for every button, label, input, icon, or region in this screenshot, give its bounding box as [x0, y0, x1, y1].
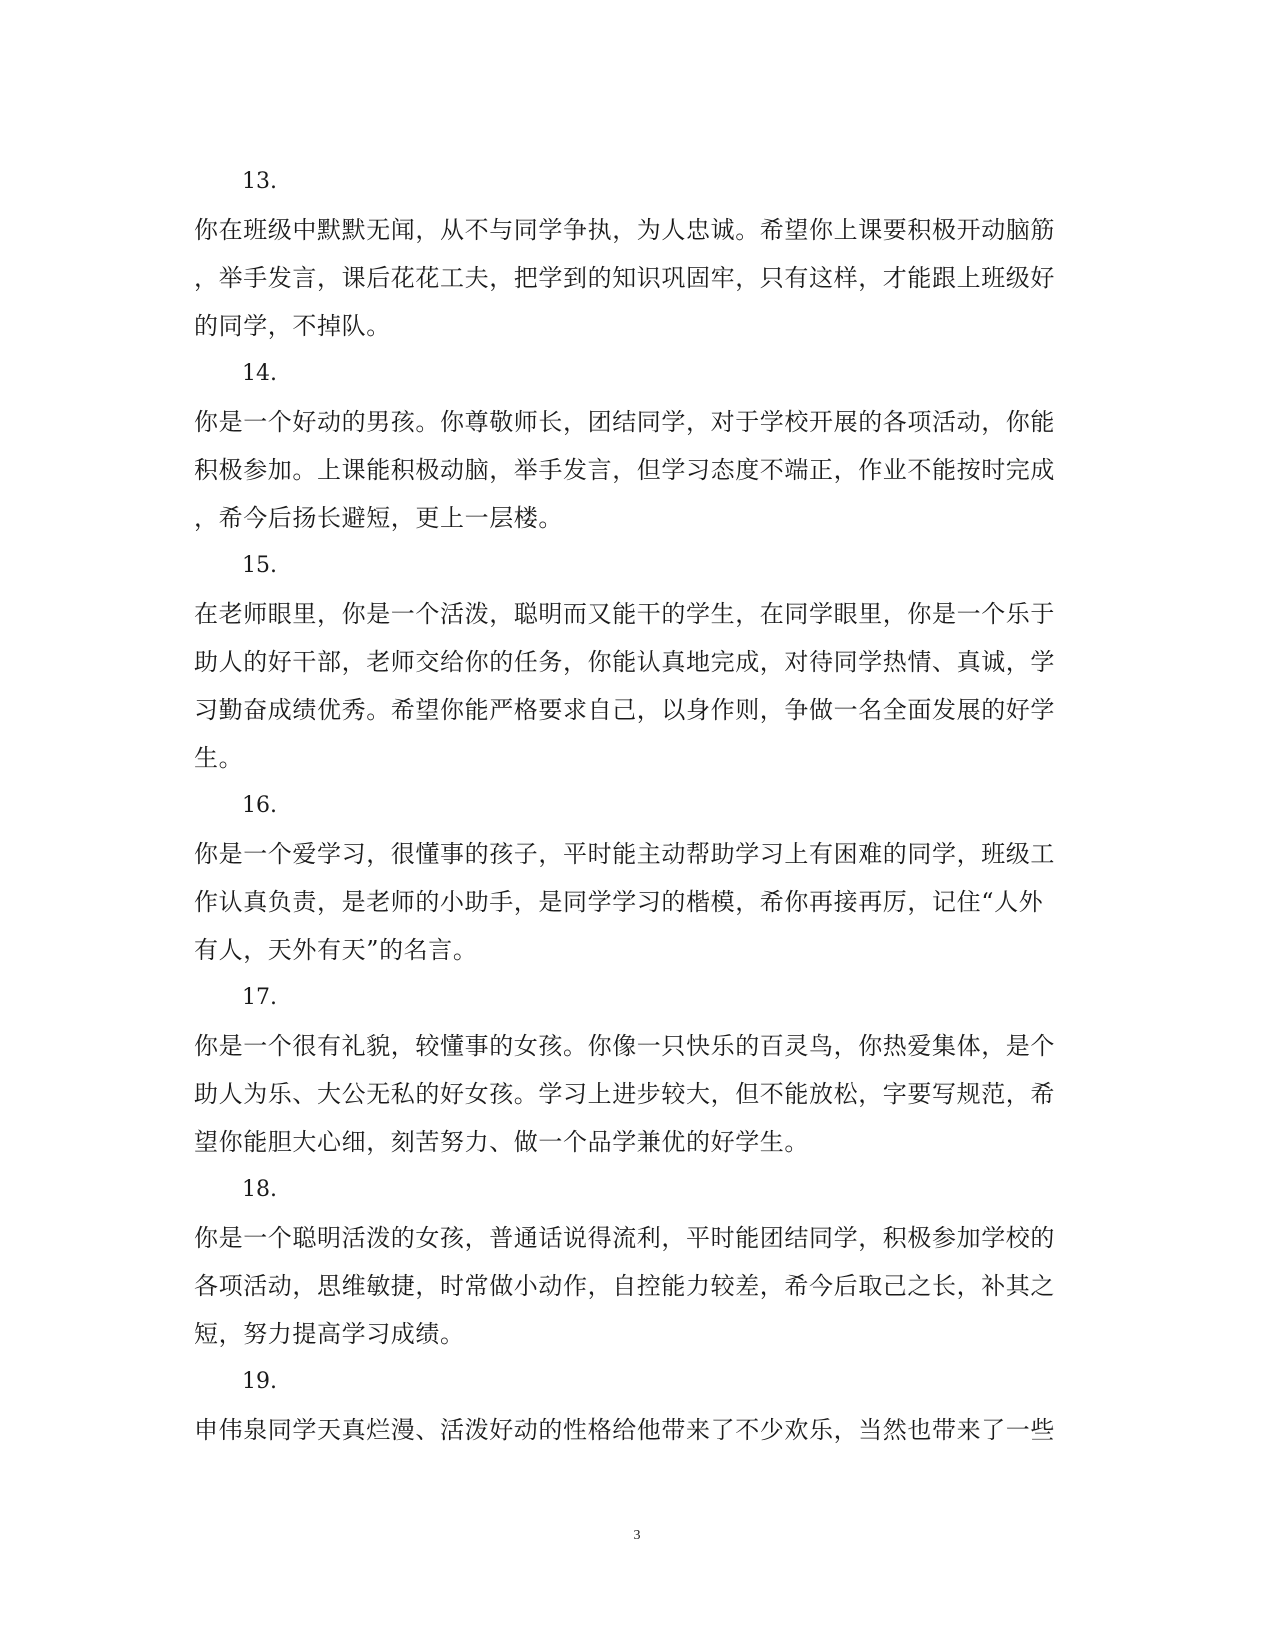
- entry-text-line: ，希今后扬长避短，更上一层楼。: [194, 504, 563, 532]
- comment-entry-13: [194, 158, 1074, 350]
- entry-text-line: 有人，天外有天”的名言。: [194, 936, 478, 964]
- entry-text-line: 习勤奋成绩优秀。希望你能严格要求自己，以身作则，争做一名全面发展的好学: [194, 696, 1055, 724]
- entry-text-line: 短，努力提高学习成绩。: [194, 1320, 465, 1348]
- entry-number: 16.: [242, 793, 277, 818]
- document-body: [194, 158, 1074, 1454]
- entry-number: 19.: [242, 1369, 277, 1394]
- page-number: 3: [633, 1528, 641, 1543]
- comment-entry-15: [194, 542, 1074, 782]
- comment-entry-17: [194, 974, 1074, 1166]
- comment-entry-16: [194, 782, 1074, 974]
- entry-number: 13.: [242, 169, 277, 194]
- entry-text-line: 生。: [194, 744, 244, 772]
- entry-text-line: 作认真负责，是老师的小助手，是同学学习的楷模，希你再接再厉，记住“人外: [194, 888, 1044, 916]
- entry-text-line: 积极参加。上课能积极动脑，举手发言，但学习态度不端正，作业不能按时完成: [194, 456, 1055, 484]
- entry-text-line: 你是一个很有礼貌，较懂事的女孩。你像一只快乐的百灵鸟，你热爱集体，是个: [194, 1032, 1055, 1060]
- entry-number: 14.: [242, 361, 277, 386]
- entry-text-line: 你是一个好动的男孩。你尊敬师长，团结同学，对于学校开展的各项活动，你能: [194, 408, 1055, 436]
- entry-number: 17.: [242, 985, 277, 1010]
- entry-text-line: 你是一个聪明活泼的女孩，普通话说得流利，平时能团结同学，积极参加学校的: [194, 1224, 1055, 1252]
- entry-text-line: 的同学，不掉队。: [194, 312, 391, 340]
- entry-text-line: 望你能胆大心细，刻苦努力、做一个品学兼优的好学生。: [194, 1128, 809, 1156]
- entry-text-line: 各项活动，思维敏捷，时常做小动作，自控能力较差，希今后取己之长，补其之: [194, 1272, 1055, 1300]
- comment-entry-19: [194, 1358, 1074, 1454]
- entry-text-line: 你在班级中默默无闻，从不与同学争执，为人忠诚。希望你上课要积极开动脑筋: [194, 216, 1055, 244]
- entry-number: 15.: [242, 553, 277, 578]
- entry-text-line: ，举手发言，课后花花工夫，把学到的知识巩固牢，只有这样，才能跟上班级好: [194, 264, 1055, 292]
- comment-entry-18: [194, 1166, 1074, 1358]
- comment-entry-14: [194, 350, 1074, 542]
- entry-number: 18.: [242, 1177, 277, 1202]
- entry-text-line: 在老师眼里，你是一个活泼，聪明而又能干的学生，在同学眼里，你是一个乐于: [194, 600, 1055, 628]
- entry-text-line: 申伟泉同学天真烂漫、活泼好动的性格给他带来了不少欢乐，当然也带来了一些: [194, 1416, 1055, 1444]
- entry-text-line: 助人为乐、大公无私的好女孩。学习上进步较大，但不能放松，字要写规范，希: [194, 1080, 1055, 1108]
- entry-text-line: 你是一个爱学习，很懂事的孩子，平时能主动帮助学习上有困难的同学，班级工: [194, 840, 1055, 868]
- entry-text-line: 助人的好干部，老师交给你的任务，你能认真地完成，对待同学热情、真诚，学: [194, 648, 1055, 676]
